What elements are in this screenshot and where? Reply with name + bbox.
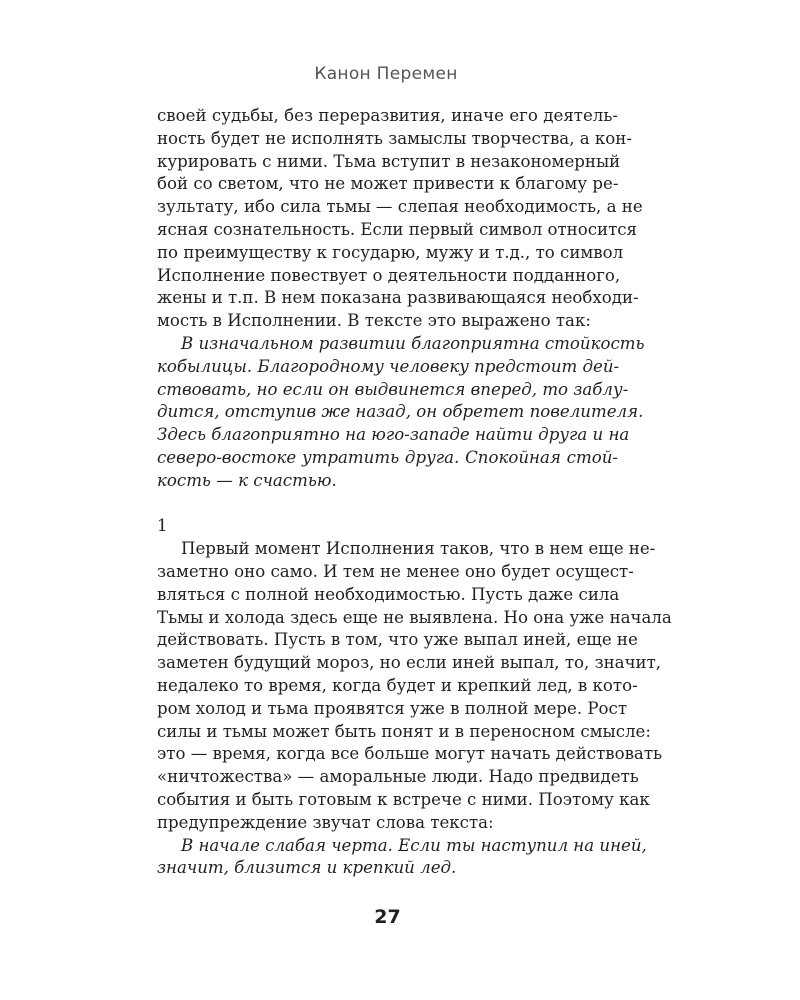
page-body xyxy=(157,105,672,880)
quote-judgment xyxy=(157,333,645,493)
text-line: ность будет не исполнять замыслы творчества, а кон- xyxy=(157,128,632,148)
paragraph-continued xyxy=(157,105,643,333)
text-line: своей судьбы, без переразвития, иначе его деятель- xyxy=(157,106,618,125)
section-number: 1 xyxy=(157,516,168,536)
text-line: предупреждение звучат слова текста: xyxy=(157,812,494,832)
quote-line: В начале слабая черта. Если ты наступил на иней, xyxy=(181,835,647,855)
text-line: мость в Исполнении. В тексте это выражено так: xyxy=(157,311,591,331)
section-spacer xyxy=(157,493,618,516)
quote-line: дится, отступив же назад, он обретет повелителя. xyxy=(157,402,644,422)
paragraph-main xyxy=(157,538,672,834)
running-title: Канон Перемен xyxy=(314,64,458,84)
text-line: бой со светом, что не может привести к благому ре- xyxy=(157,174,619,194)
text-line: по преимуществу к государю, мужу и т.д., то символ xyxy=(157,242,624,262)
quote-line: кобылицы. Благородному человеку предстоит дей- xyxy=(157,356,620,376)
text-line: Исполнение повествует о деятельности подданного, xyxy=(157,265,621,285)
text-line: курировать с ними. Тьма вступит в незакономерный xyxy=(157,151,621,171)
text-line: заметен будущий мороз, но если иней выпал, то, значит, xyxy=(157,653,662,673)
text-line: заметно оно само. И тем не менее оно будет осущест- xyxy=(157,561,634,581)
quote-line: ствовать, но если он выдвинется вперед, то заблу- xyxy=(157,379,629,399)
text-line: действовать. Пусть в том, что уже выпал иней, еще не xyxy=(157,630,638,650)
text-line: недалеко то время, когда будет и крепкий лед, в кото- xyxy=(157,675,638,695)
quote-line: Здесь благоприятно на юго-западе найти друга и на xyxy=(157,425,630,445)
text-line: жены и т.п. В нем показана развивающаяся необходи- xyxy=(157,288,639,308)
quote-line-text xyxy=(157,835,647,881)
text-line: вляться с полной необходимостью. Пусть даже сила xyxy=(157,584,620,604)
text-line: «ничтожества» — аморальные люди. Надо предвидеть xyxy=(157,767,639,787)
text-line: Первый момент Исполнения таков, что в нем еще не- xyxy=(181,539,656,559)
text-line: ясная сознательность. Если первый символ относится xyxy=(157,219,638,239)
text-line: это — время, когда все больше могут начать действовать xyxy=(157,744,663,764)
text-line: силы и тьмы может быть понят и в переносном смысле: xyxy=(157,721,651,741)
quote-line: значит, близится и крепкий лед. xyxy=(157,858,457,878)
text-line: ром холод и тьма проявятся уже в полной мере. Рост xyxy=(157,698,628,718)
page-number: 27 xyxy=(374,906,401,928)
text-line: зультату, ибо сила тьмы — слепая необходимость, а не xyxy=(157,197,643,217)
quote-line: северо-востоке утратить друга. Спокойная стой- xyxy=(157,447,618,467)
text-line: события и быть готовым к встрече с ними. Поэтому как xyxy=(157,789,650,809)
quote-line: кость — к счастью. xyxy=(157,470,337,490)
text-line: Тьмы и холода здесь еще не выявлена. Но она уже начала xyxy=(157,607,672,627)
quote-line: В изначальном развитии благоприятна стойкость xyxy=(181,333,645,353)
